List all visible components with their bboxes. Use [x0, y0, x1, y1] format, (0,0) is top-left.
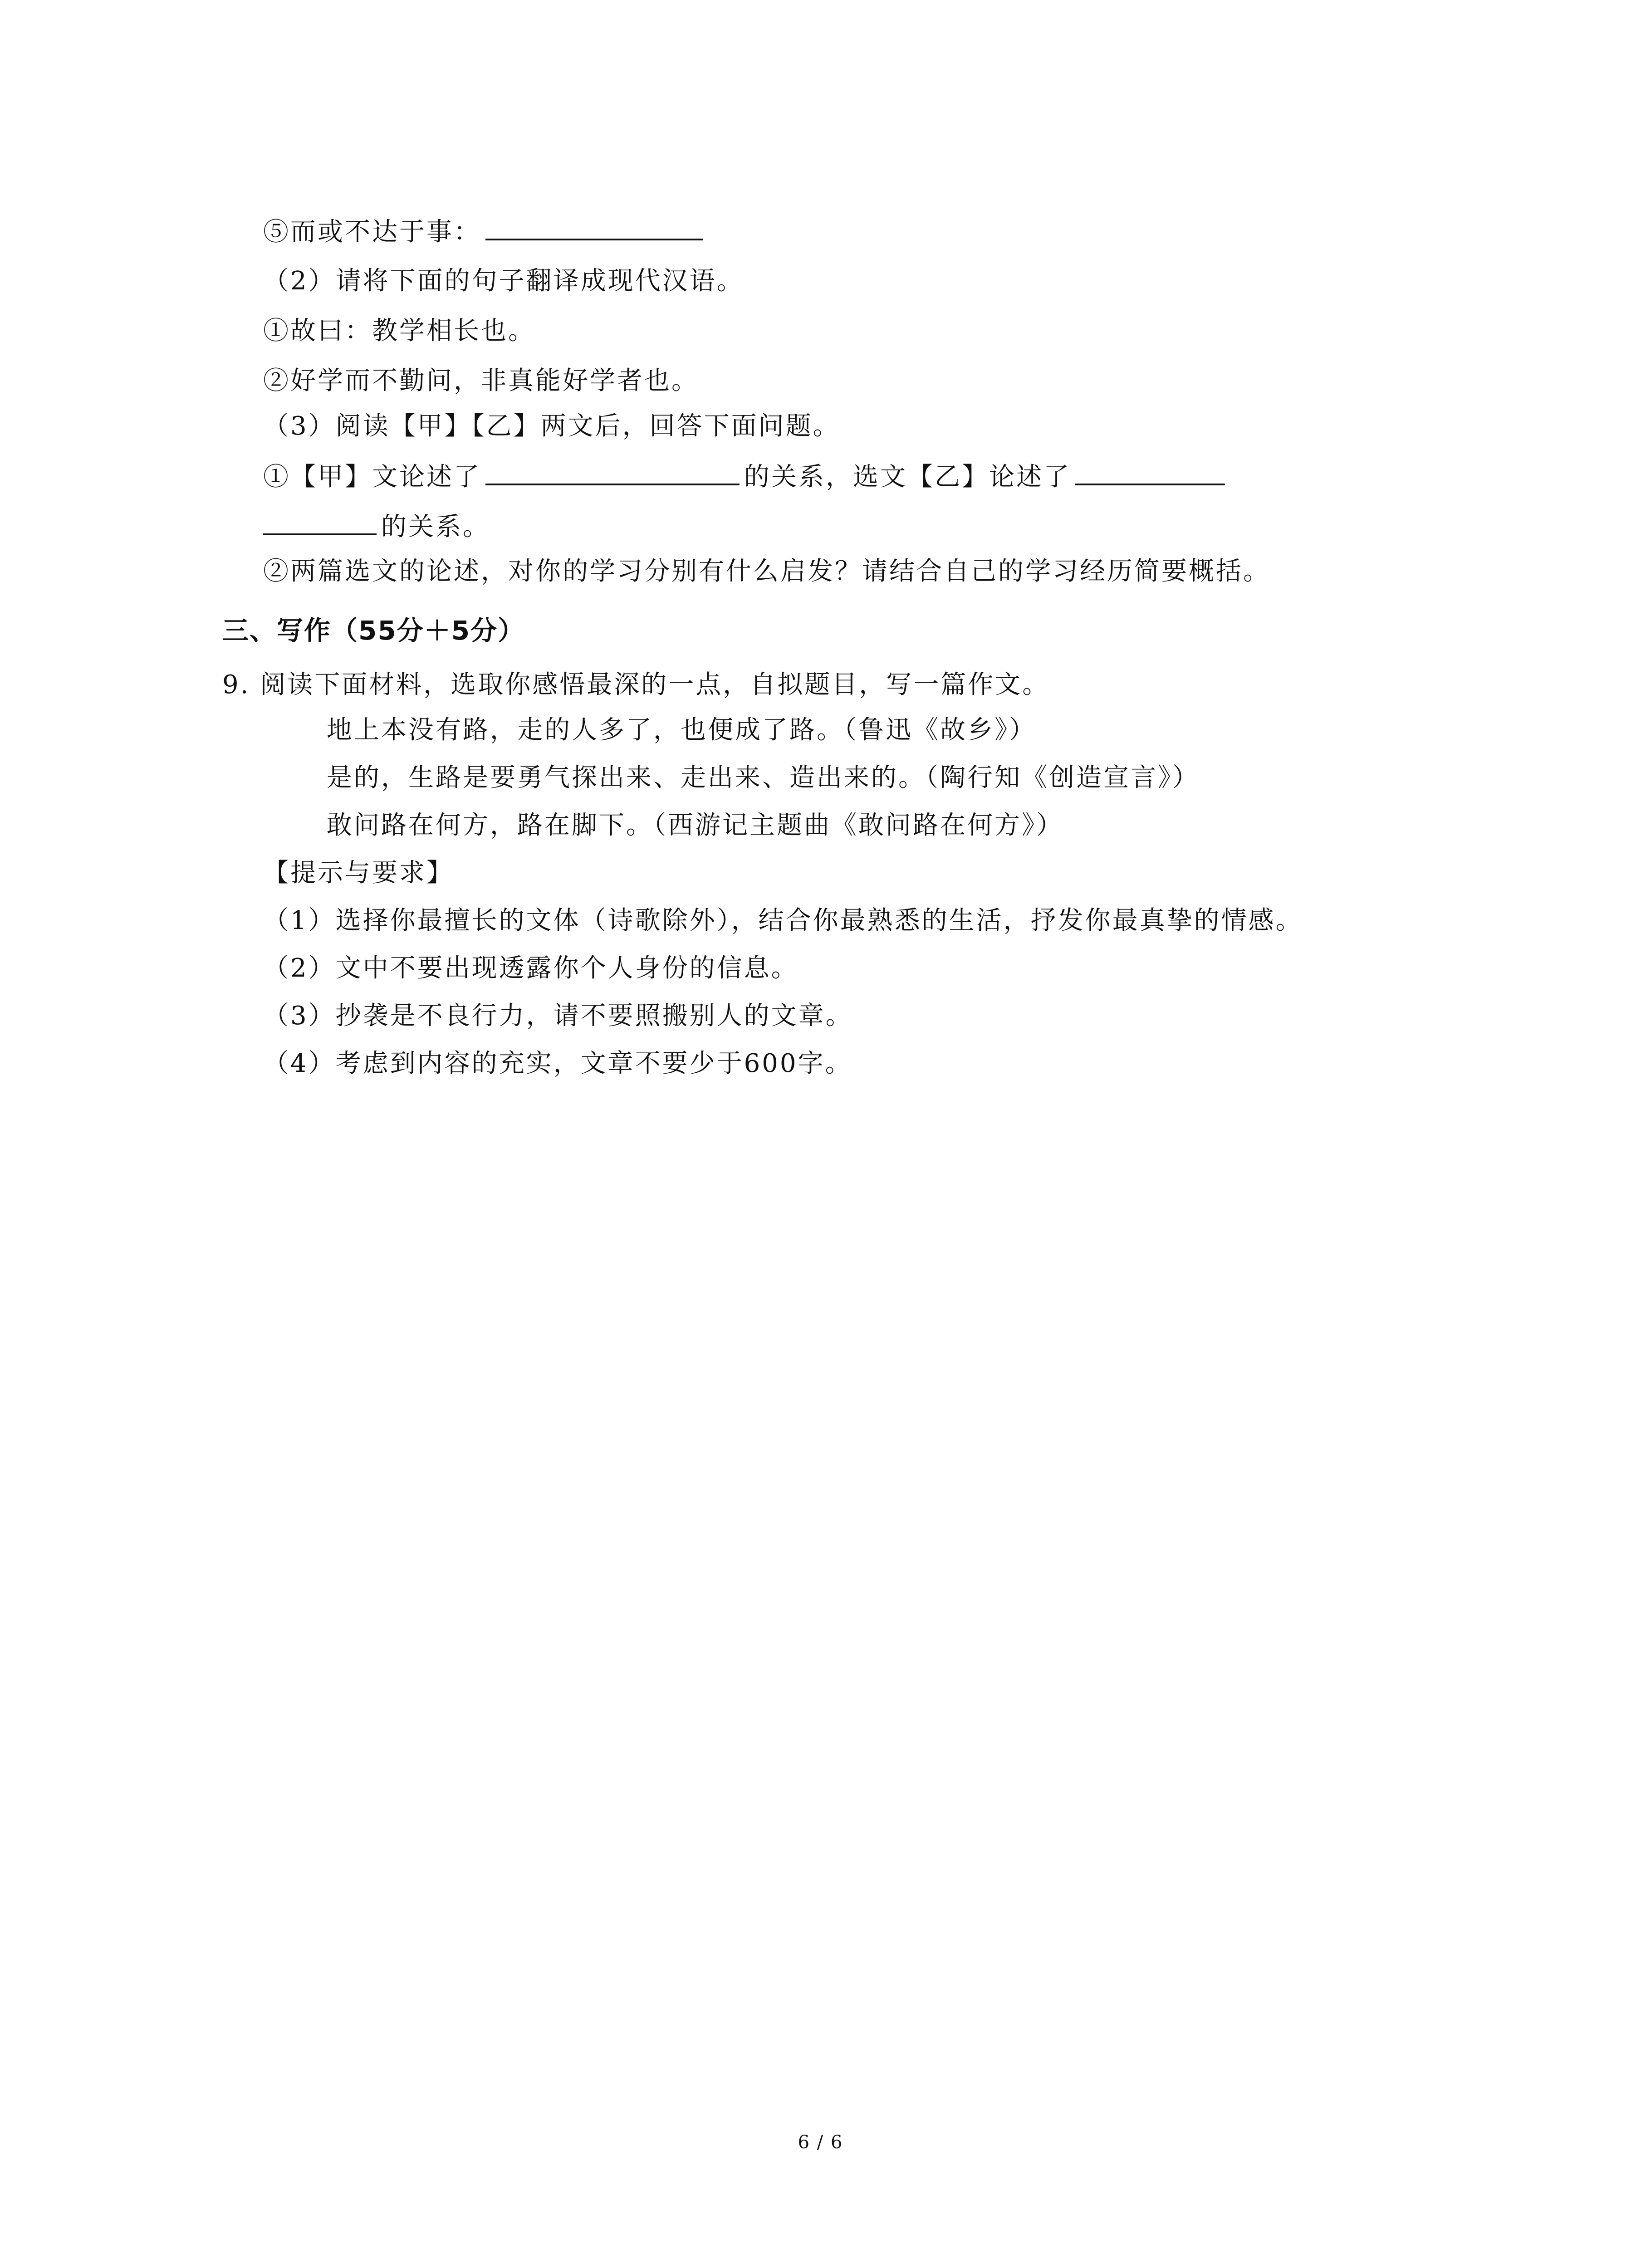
answer-blank[interactable]: [263, 508, 377, 535]
quote-2: 是的，生路是要勇气探出来、走出来、造出来的。（陶行知《创造宣言》）: [327, 763, 1200, 792]
tip-2: （2）文中不要出现透露你个人身份的信息。: [263, 953, 798, 983]
section-heading: 三、写作（55分＋5分）: [222, 615, 525, 646]
page-number: 6 / 6: [798, 2132, 843, 2153]
question-3-item-2: ②两篇选文的论述，对你的学习分别有什么启发？请结合自己的学习经历简要概括。: [263, 557, 1270, 586]
quote-1: 地上本没有路，走的人多了，也便成了路。（鲁迅《故乡》）: [327, 715, 1036, 745]
answer-blank[interactable]: [485, 458, 740, 485]
question-9: 9. 阅读下面材料，选取你感悟最深的一点，自拟题目，写一篇作文。: [222, 670, 1050, 699]
tips-title: 【提示与要求】: [263, 858, 454, 888]
tip-1: （1）选择你最擅长的文体（诗歌除外），结合你最熟悉的生活，抒发你最真挚的情感。: [263, 906, 1303, 935]
question-3-item-1-continued: [263, 508, 490, 545]
question-2-item-2: ②好学而不勤问，非真能好学者也。: [263, 366, 699, 396]
question-2-item-1: ①故曰：教学相长也。: [263, 316, 535, 346]
question-2-title: （2）请将下面的句子翻译成现代汉语。: [263, 266, 744, 296]
quote-3: 敢问路在何方，路在脚下。（西游记主题曲《敢问路在何方》）: [327, 811, 1063, 840]
question-3-item-1-line: [263, 458, 1230, 495]
tip-3: （3）抄袭是不良行力，请不要照搬别人的文章。: [263, 1001, 853, 1031]
question-3-item-1-part-c: 的关系。: [381, 512, 490, 542]
question-5-text: ⑤而或不达于事：: [263, 217, 481, 247]
question-3-title: （3）阅读【甲】【乙】两文后，回答下面问题。: [263, 411, 840, 441]
question-3-item-1-part-a: ①【甲】文论述了: [263, 462, 481, 492]
tip-4: （4）考虑到内容的充实，文章不要少于600字。: [263, 1049, 852, 1078]
answer-blank[interactable]: [1075, 458, 1225, 485]
question-5-line: [263, 213, 708, 250]
question-3-item-1-part-b: 的关系，选文【乙】论述了: [744, 462, 1071, 492]
answer-blank[interactable]: [485, 213, 703, 240]
